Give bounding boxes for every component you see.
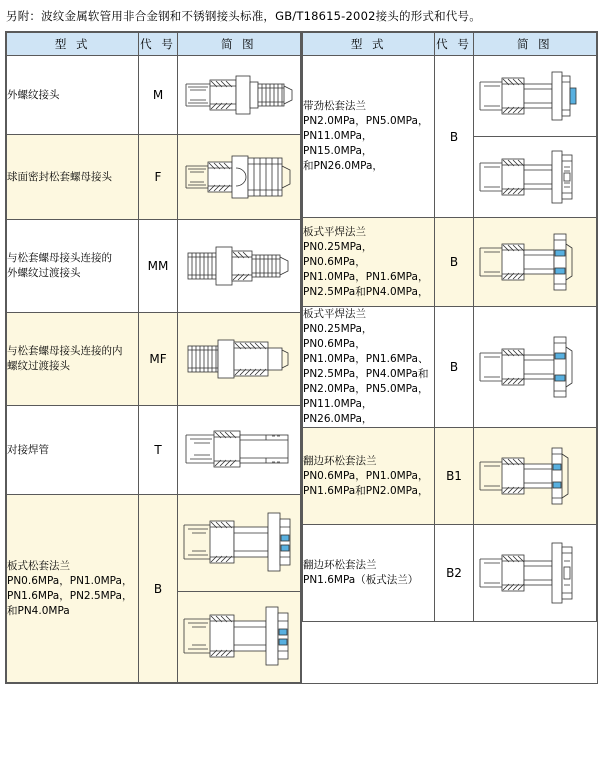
plate-loose-flange-figure <box>180 497 298 589</box>
row-figure-cell <box>473 137 596 218</box>
page-caption: 另附：波纹金属软管用非合金钢和不锈钢接头标准，GB/T18615-2002接头的形式和代号。 <box>6 9 481 23</box>
plate-loose-flange-figure-2 <box>180 593 298 681</box>
row-figure-cell <box>473 307 596 428</box>
female-thread-transition-figure <box>180 320 298 398</box>
row-code-cell: M <box>139 56 177 135</box>
table-row <box>7 406 301 495</box>
row-type-cell: 板式平焊法兰 PN0.25MPa，PN0.6MPa， PN1.0MPa，PN1.6MPa、 PN2.5MPa，PN4.0MPa和 PN2.0MPa，PN5.0MPa， PN11.0MPa，PN26.0MPa， <box>303 307 435 428</box>
standards-table <box>5 31 598 684</box>
row-figure-cell <box>177 56 300 135</box>
left-header-row <box>7 33 301 56</box>
table-row <box>7 135 301 220</box>
plate-flat-weld-flange-figure <box>476 220 594 304</box>
row-type-cell: 外螺纹接头 <box>7 56 139 135</box>
table-row <box>303 525 597 622</box>
header-code: 代 号 <box>139 33 177 56</box>
table-row <box>7 220 301 313</box>
spherical-seal-union-nut-figure <box>180 142 298 212</box>
left-table <box>6 32 301 683</box>
row-type-cell: 与松套螺母接头连接的 外螺纹过渡接头 <box>7 220 139 313</box>
male-thread-transition-figure <box>180 227 298 305</box>
table-row <box>303 307 597 428</box>
row-type-cell: 板式松套法兰 PN0.6MPa，PN1.0MPa， PN1.6MPa，PN2.5MPa， 和PN4.0MPa <box>7 495 139 683</box>
row-code-cell: MF <box>139 313 177 406</box>
row-figure-cell <box>473 56 596 137</box>
row-figure-cell <box>177 135 300 220</box>
header-figure: 简 图 <box>177 33 300 56</box>
row-code-cell: MM <box>139 220 177 313</box>
row-code-cell: B <box>139 495 177 683</box>
row-figure-cell <box>177 495 300 592</box>
row-type-cell: 球面密封松套螺母接头 <box>7 135 139 220</box>
row-figure-cell <box>473 218 596 307</box>
row-figure-cell <box>177 220 300 313</box>
left-half <box>6 32 302 684</box>
table-row <box>7 313 301 406</box>
row-code-cell: F <box>139 135 177 220</box>
row-figure-cell <box>473 525 596 622</box>
row-code-cell: T <box>139 406 177 495</box>
row-figure-cell <box>177 406 300 495</box>
butt-weld-pipe-figure <box>180 413 298 487</box>
header-figure: 简 图 <box>473 33 596 56</box>
row-code-cell: B <box>435 218 473 307</box>
header-type: 型 式 <box>7 33 139 56</box>
male-thread-connector-figure <box>180 62 298 128</box>
header-code: 代 号 <box>435 33 473 56</box>
right-half <box>302 32 598 684</box>
header-type: 型 式 <box>303 33 435 56</box>
table-row <box>7 56 301 135</box>
right-table <box>302 32 597 622</box>
ribbed-loose-flange-figure-2 <box>476 139 594 215</box>
row-code-cell: B <box>435 56 473 218</box>
row-type-cell: 板式平焊法兰 PN0.25MPa，PN0.6MPa， PN1.0MPa，PN1.6MPa， PN2.5MPa和PN4.0MPa， <box>303 218 435 307</box>
plate-flat-weld-flange-figure-2 <box>476 317 594 417</box>
lap-joint-flange-figure-2 <box>476 527 594 619</box>
row-figure-cell <box>473 428 596 525</box>
row-type-cell: 翻边环松套法兰 PN1.6MPa（板式法兰） <box>303 525 435 622</box>
row-type-cell: 带劲松套法兰 PN2.0MPa，PN5.0MPa， PN11.0MPa，PN15.0MPa， 和PN26.0MPa， <box>303 56 435 218</box>
lap-joint-flange-figure <box>476 430 594 522</box>
table-row <box>303 428 597 525</box>
table-row <box>7 495 301 592</box>
row-type-cell: 与松套螺母接头连接的内 螺纹过渡接头 <box>7 313 139 406</box>
row-type-cell: 对接焊管 <box>7 406 139 495</box>
table-row <box>303 218 597 307</box>
row-code-cell: B2 <box>435 525 473 622</box>
row-type-cell: 翻边环松套法兰 PN0.6MPa，PN1.0MPa， PN1.6MPa和PN2.0MPa， <box>303 428 435 525</box>
row-figure-cell <box>177 592 300 683</box>
right-header-row <box>303 33 597 56</box>
ribbed-loose-flange-figure <box>476 58 594 134</box>
row-code-cell: B1 <box>435 428 473 525</box>
row-figure-cell <box>177 313 300 406</box>
table-row <box>303 56 597 137</box>
row-code-cell: B <box>435 307 473 428</box>
